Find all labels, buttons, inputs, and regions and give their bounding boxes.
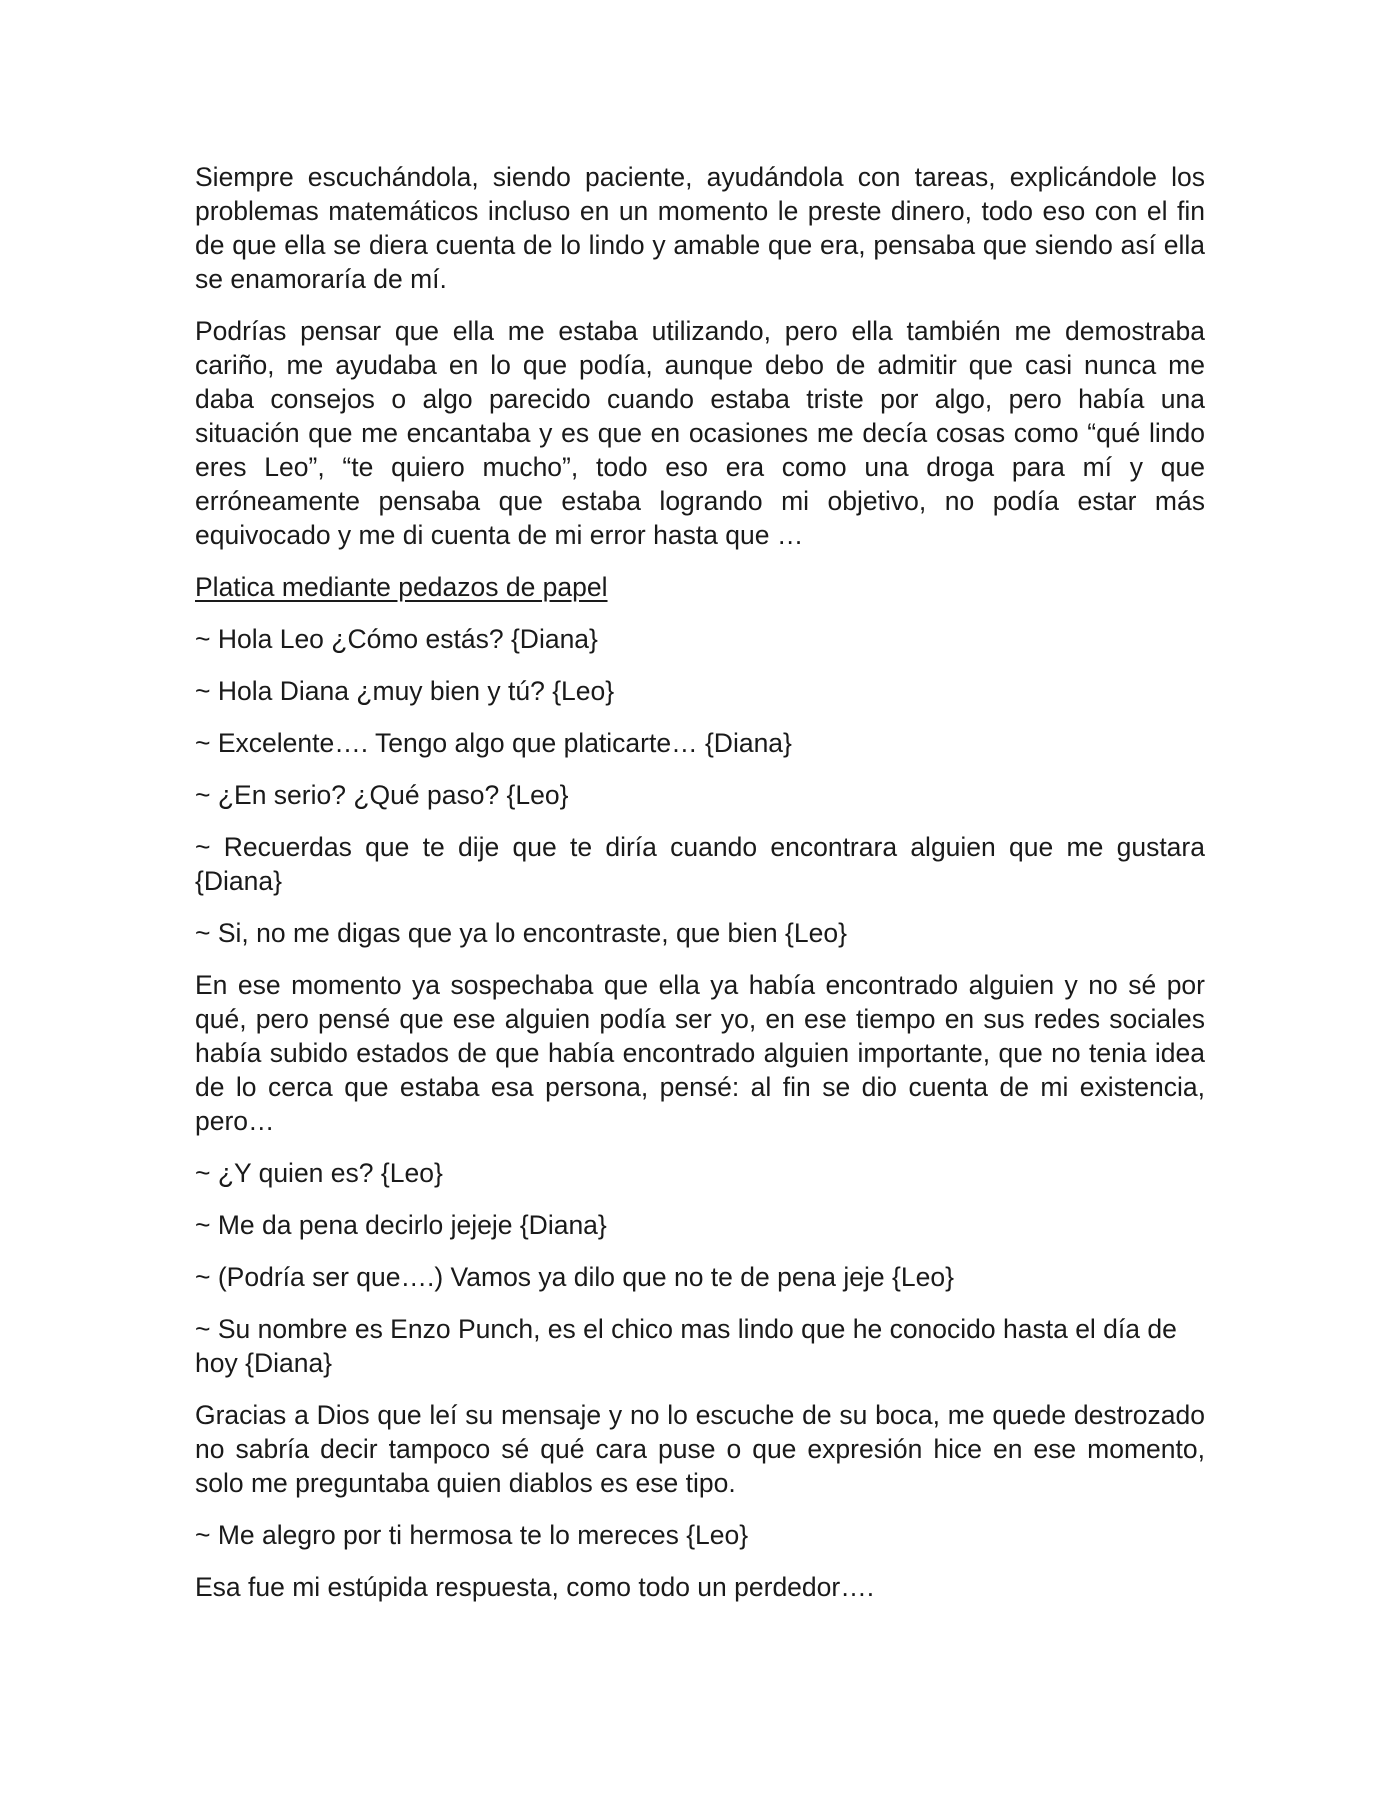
dialogue-line: ~ Me alegro por ti hermosa te lo mereces {Leo} xyxy=(195,1520,749,1550)
dialogue-line: ~ Si, no me digas que ya lo encontraste, que bien {Leo} xyxy=(195,918,847,948)
section-heading: Platica mediante pedazos de papel xyxy=(195,572,608,602)
dialogue-line: ~ Su nombre es Enzo Punch, es el chico mas lindo que he conocido hasta el día de hoy {Diana} xyxy=(195,1314,1177,1378)
dialogue-line: ~ (Podría ser que….) Vamos ya dilo que no te de pena jeje {Leo} xyxy=(195,1262,954,1292)
dialogue-line: ~ Me da pena decirlo jejeje {Diana} xyxy=(195,1210,607,1240)
paragraph: Gracias a Dios que leí su mensaje y no lo escuche de su boca, me quede destrozado no sabría decir tampoco sé qué cara puse o que expresión hice en ese momento, solo me preguntaba quien diablos es ese tipo. xyxy=(195,1400,1205,1498)
document-page xyxy=(195,160,1205,1622)
dialogue-line: ~ Excelente…. Tengo algo que platicarte… {Diana} xyxy=(195,728,792,758)
dialogue-line: ~ ¿En serio? ¿Qué paso? {Leo} xyxy=(195,780,569,810)
dialogue-line: ~ ¿Y quien es? {Leo} xyxy=(195,1158,443,1188)
dialogue-line: ~ Hola Leo ¿Cómo estás? {Diana} xyxy=(195,624,598,654)
dialogue-line: ~ Recuerdas que te dije que te diría cuando encontrara alguien que me gustara {Diana} xyxy=(195,832,1205,896)
paragraph: Podrías pensar que ella me estaba utilizando, pero ella también me demostraba cariño, me ayudaba en lo que podía, aunque debo de admitir que casi nunca me daba consejos o algo parecido cuando estaba triste por algo, pero había una situación que me encantaba y es que en ocasiones me decía cosas como “qué lindo eres Leo”, “te quiero mucho”, todo eso era como una droga para mí y que erróneamente pensaba que estaba logrando mi objetivo, no podía estar más equivocado y me di cuenta de mi error hasta que … xyxy=(195,316,1205,550)
paragraph: Siempre escuchándola, siendo paciente, ayudándola con tareas, explicándole los problemas matemáticos incluso en un momento le preste dinero, todo eso con el fin de que ella se diera cuenta de lo lindo y amable que era, pensaba que siendo así ella se enamoraría de mí. xyxy=(195,162,1205,294)
paragraph: En ese momento ya sospechaba que ella ya había encontrado alguien y no sé por qué, pero pensé que ese alguien podía ser yo, en ese tiempo en sus redes sociales había subido estados de que había encontrado alguien importante, que no tenia idea de lo cerca que estaba esa persona, pensé: al fin se dio cuenta de mi existencia, pero… xyxy=(195,970,1205,1136)
paragraph: Esa fue mi estúpida respuesta, como todo un perdedor…. xyxy=(195,1572,875,1602)
dialogue-line: ~ Hola Diana ¿muy bien y tú? {Leo} xyxy=(195,676,615,706)
